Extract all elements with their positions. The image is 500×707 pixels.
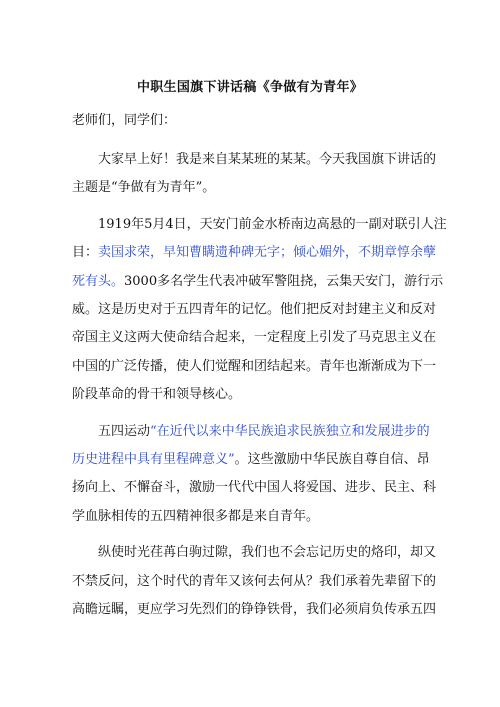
paragraph-1 — [72, 146, 437, 203]
text-segment: 大家早上好！我是来自某某班的某某。今天我国旗下讲话的 — [98, 152, 437, 167]
paragraph-2 — [72, 211, 447, 410]
highlighted-text: 死有头。 — [72, 273, 125, 289]
text-segment: 学血脉相传的五四精神很多都是来自青年。 — [72, 508, 320, 524]
text-segment: 3000多名学生代表冲破军警阻挠，云集天安门，游行示 — [124, 273, 444, 289]
paragraph-line — [72, 474, 437, 502]
text-segment: 纵使时光荏苒白驹过隙，我们也不会忘记历史的烙印，却又 — [98, 545, 437, 561]
paragraph-line — [72, 418, 430, 446]
text-segment: 中国的广泛传播，使人们觉醒和团结起来。青年也渐渐成为下一 — [72, 358, 437, 374]
text-segment: 主题是“争做有为青年”。 — [72, 180, 216, 196]
paragraph-line — [72, 146, 437, 174]
text-segment: 目： — [72, 245, 99, 261]
speech-body — [72, 146, 447, 633]
highlighted-text: “在近代以来中华民族追求民族独立和发展进步的 — [150, 423, 430, 439]
text-segment: 威。这是历史对于五四青年的记忆。他们把反对封建主义和反对 — [72, 302, 437, 318]
text-segment: 高瞻远瞩，更应学习先烈们的铮铮铁骨，我们必须肩负传承五四 — [72, 602, 437, 618]
highlighted-text: 卖国求荣，早知曹瞒遗种碑无字；倾心媚外，不期章惇余孽 — [98, 245, 437, 261]
paragraph-line — [72, 503, 430, 531]
text-segment: 阶段革命的骨干和领导核心。 — [72, 387, 242, 403]
document-title: 中职生国旗下讲话稿《争做有为青年》 — [136, 80, 364, 95]
text-segment: 五四运动 — [98, 423, 151, 439]
text-segment: 1919年5月4日，天安门前金水桥南边高悬的一副对联引人注 — [98, 216, 447, 232]
text-segment: 不禁反问，这个时代的青年又该何去何从？我们承着先辈留下的 — [72, 573, 437, 589]
paragraph-line — [72, 596, 437, 624]
paragraph-line — [72, 353, 437, 381]
paragraph-line — [72, 174, 430, 202]
greeting: 老师们，同学们： — [72, 113, 177, 128]
text-segment: 帝国主义这两大使命结合起来，一定程度上引发了马克思主义在 — [72, 330, 437, 346]
paragraph-line — [72, 211, 447, 239]
paragraph-line — [72, 568, 437, 596]
paragraph-3 — [72, 418, 437, 532]
paragraph-line — [72, 539, 437, 567]
paragraph-line — [72, 324, 437, 352]
paragraph-line — [72, 296, 437, 324]
text-segment: 。这些激励中华民族自尊自信、昂 — [234, 452, 430, 468]
text-segment: 扬向上、不懈奋斗，激励一代代中国人将爱国、进步、民主、科 — [72, 480, 437, 496]
paragraph-line — [72, 268, 444, 296]
highlighted-text: 历史进程中具有里程碑意义” — [72, 452, 235, 468]
paragraph-line — [72, 446, 430, 474]
paragraph-line — [72, 381, 430, 409]
paragraph-line — [72, 239, 437, 267]
paragraph-4 — [72, 539, 437, 624]
